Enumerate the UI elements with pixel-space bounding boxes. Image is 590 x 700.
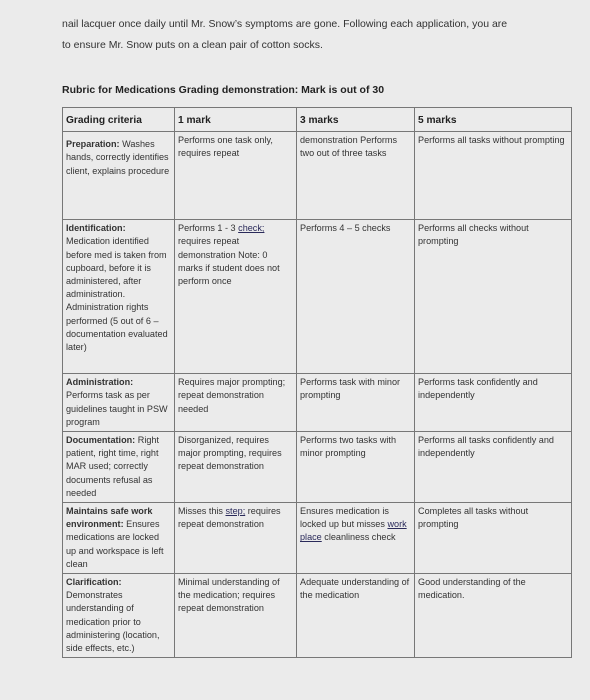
table-row [63,374,572,432]
one-mark-cell [175,503,297,574]
five-marks-cell: Completes all tasks without prompting [415,503,572,574]
three-marks-cell [297,503,415,574]
intro-line-2: to ensure Mr. Snow puts on a clean pair of cotton socks. [62,39,323,51]
three-marks-cell: demonstration Performs two out of three tasks [297,132,415,220]
five-marks-cell: Performs all checks without prompting [415,220,572,374]
criteria-cell [63,132,175,220]
criteria-cell [63,574,175,658]
three-marks-text-cont: cleanliness check [321,532,396,543]
table-row [63,220,572,374]
spellcheck-word: work place [300,519,407,543]
spellcheck-word: step; [225,506,246,517]
criteria-title: Documentation: [66,435,136,446]
intro-line-1: nail lacquer once daily until Mr. Snow’s symptoms are gone. Following each application, you are [62,18,508,30]
criteria-cell [63,220,175,374]
one-mark-text: Performs 1 - 3 [178,223,239,234]
header-1-mark: 1 mark [175,108,297,132]
five-marks-cell: Performs all tasks without prompting [415,132,572,220]
criteria-title: Clarification: [66,577,122,588]
rubric-table [62,107,572,658]
header-grading-criteria: Grading criteria [63,108,175,132]
five-marks-cell: Good understanding of the medication. [415,574,572,658]
intro-paragraph [62,14,572,56]
three-marks-cell: Performs two tasks with minor prompting [297,432,415,503]
table-row [63,132,572,220]
criteria-title: Preparation: [66,139,120,150]
three-marks-text: Ensures medication is locked up but misses [300,506,389,530]
one-mark-cell: Minimal understanding of the medication; requires repeat demonstration [175,574,297,658]
header-5-marks: 5 marks [415,108,572,132]
spellcheck-word: check; [238,223,265,234]
criteria-text: Medication identified before med is taken from cupboard, before it is administered, after administration. Administration rights performed (5 out of 6 – documentation evaluated later) [66,236,168,353]
criteria-title: Administration: [66,377,134,388]
table-row [63,432,572,503]
header-row [63,108,572,132]
one-mark-text-cont: requires repeat demonstration Note: 0 marks if student does not perform once [178,236,280,287]
criteria-title: Maintains safe work environment: [66,506,153,530]
one-mark-text-cont: requires repeat demonstration [178,506,281,530]
criteria-text: Washes hands, correctly identifies client, explains procedure [66,139,170,176]
one-mark-cell: Performs one task only, requires repeat [175,132,297,220]
criteria-text: Performs task as per guidelines taught in PSW program [66,390,168,427]
criteria-text: Right patient, right time, right MAR used; correctly documents refusal as needed [66,435,159,498]
three-marks-cell: Performs task with minor prompting [297,374,415,432]
one-mark-text: Misses this [178,506,226,517]
criteria-cell [63,432,175,503]
five-marks-cell: Performs task confidently and independently [415,374,572,432]
rubric-title: Rubric for Medications Grading demonstration: Mark is out of 30 [62,84,385,96]
criteria-cell [63,503,175,574]
five-marks-cell: Performs all tasks confidently and independently [415,432,572,503]
table-row [63,503,572,574]
criteria-title: Identification: [66,223,126,234]
one-mark-cell [175,220,297,374]
criteria-cell [63,374,175,432]
header-3-marks: 3 marks [297,108,415,132]
one-mark-cell: Requires major prompting; repeat demonstration needed [175,374,297,432]
one-mark-cell: Disorganized, requires major prompting, requires repeat demonstration [175,432,297,503]
table-row [63,574,572,658]
criteria-text: Ensures medications are locked up and workspace is left clean [66,519,164,569]
criteria-text: Demonstrates understanding of medication prior to administering (location, side effects, etc.) [66,590,160,654]
three-marks-cell: Adequate understanding of the medication [297,574,415,658]
three-marks-cell: Performs 4 – 5 checks [297,220,415,374]
